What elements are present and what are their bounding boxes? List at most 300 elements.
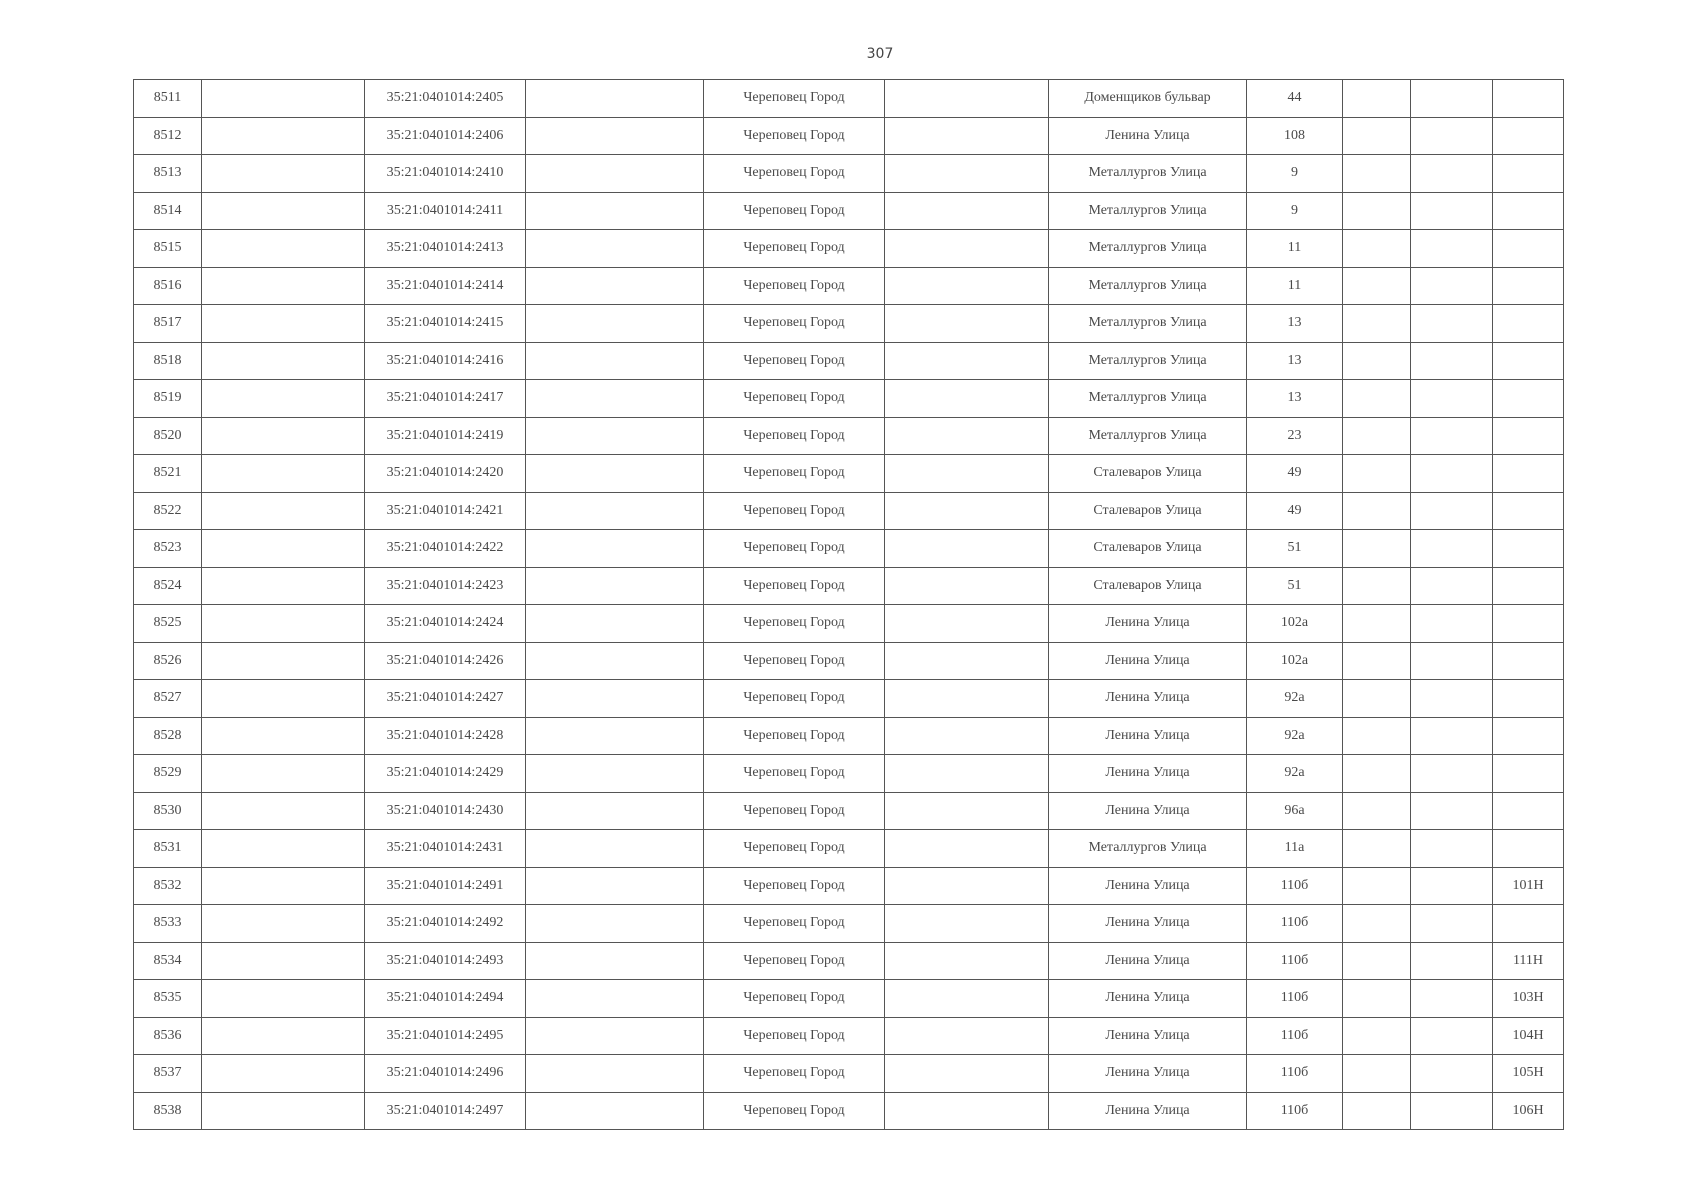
empty-cell: [1343, 455, 1411, 493]
empty-cell: [885, 642, 1049, 680]
empty-cell: [202, 717, 365, 755]
city-cell: Череповец Город: [704, 117, 885, 155]
table-row: [134, 1092, 1564, 1130]
empty-cell: [202, 905, 365, 943]
city-cell: Череповец Город: [704, 1092, 885, 1130]
table-row: [134, 642, 1564, 680]
empty-cell: [1343, 417, 1411, 455]
room-number-cell: 101Н: [1493, 867, 1564, 905]
empty-cell: [1343, 1092, 1411, 1130]
room-number-cell: 103Н: [1493, 980, 1564, 1018]
cadastral-number-cell: 35:21:0401014:2415: [365, 305, 526, 343]
house-number-cell: 11: [1247, 267, 1343, 305]
empty-cell: [885, 305, 1049, 343]
empty-cell: [1411, 980, 1493, 1018]
empty-cell: [885, 380, 1049, 418]
empty-cell: [1411, 80, 1493, 118]
street-cell: Металлургов Улица: [1049, 830, 1247, 868]
cadastral-number-cell: 35:21:0401014:2491: [365, 867, 526, 905]
table-row: [134, 792, 1564, 830]
empty-cell: [202, 230, 365, 268]
empty-cell: [1411, 305, 1493, 343]
empty-cell: [202, 80, 365, 118]
empty-cell: [202, 1092, 365, 1130]
house-number-cell: 108: [1247, 117, 1343, 155]
cadastral-number-cell: 35:21:0401014:2429: [365, 755, 526, 793]
cadastral-number-cell: 35:21:0401014:2428: [365, 717, 526, 755]
empty-cell: [202, 192, 365, 230]
empty-cell: [1343, 192, 1411, 230]
empty-cell: [885, 1017, 1049, 1055]
empty-cell: [526, 1055, 704, 1093]
empty-cell: [1411, 1055, 1493, 1093]
table-row: [134, 905, 1564, 943]
row-number-cell: 8531: [134, 830, 202, 868]
cadastral-number-cell: 35:21:0401014:2420: [365, 455, 526, 493]
city-cell: Череповец Город: [704, 455, 885, 493]
room-number-cell: [1493, 905, 1564, 943]
table-row: [134, 305, 1564, 343]
cadastral-number-cell: 35:21:0401014:2493: [365, 942, 526, 980]
cadastral-number-cell: 35:21:0401014:2405: [365, 80, 526, 118]
empty-cell: [885, 455, 1049, 493]
row-number-cell: 8513: [134, 155, 202, 193]
city-cell: Череповец Город: [704, 717, 885, 755]
street-cell: Сталеваров Улица: [1049, 492, 1247, 530]
city-cell: Череповец Город: [704, 230, 885, 268]
empty-cell: [526, 117, 704, 155]
house-number-cell: 110б: [1247, 942, 1343, 980]
city-cell: Череповец Город: [704, 267, 885, 305]
cadastral-number-cell: 35:21:0401014:2431: [365, 830, 526, 868]
empty-cell: [202, 755, 365, 793]
street-cell: Ленина Улица: [1049, 792, 1247, 830]
table-row: [134, 380, 1564, 418]
room-number-cell: [1493, 605, 1564, 643]
table-row: [134, 1017, 1564, 1055]
street-cell: Сталеваров Улица: [1049, 455, 1247, 493]
empty-cell: [885, 267, 1049, 305]
city-cell: Череповец Город: [704, 492, 885, 530]
table-row: [134, 942, 1564, 980]
table-row: [134, 980, 1564, 1018]
empty-cell: [1411, 680, 1493, 718]
city-cell: Череповец Город: [704, 567, 885, 605]
empty-cell: [1343, 567, 1411, 605]
room-number-cell: [1493, 492, 1564, 530]
row-number-cell: 8511: [134, 80, 202, 118]
empty-cell: [202, 867, 365, 905]
empty-cell: [885, 792, 1049, 830]
city-cell: Череповец Город: [704, 530, 885, 568]
empty-cell: [1411, 380, 1493, 418]
room-number-cell: [1493, 305, 1564, 343]
room-number-cell: [1493, 380, 1564, 418]
street-cell: Ленина Улица: [1049, 1055, 1247, 1093]
house-number-cell: 102а: [1247, 642, 1343, 680]
table-row: [134, 230, 1564, 268]
empty-cell: [1343, 867, 1411, 905]
empty-cell: [885, 942, 1049, 980]
empty-cell: [1411, 530, 1493, 568]
empty-cell: [885, 680, 1049, 718]
empty-cell: [202, 455, 365, 493]
registry-body: [134, 80, 1564, 1130]
empty-cell: [1343, 342, 1411, 380]
empty-cell: [1411, 942, 1493, 980]
empty-cell: [1411, 1017, 1493, 1055]
house-number-cell: 49: [1247, 455, 1343, 493]
empty-cell: [1343, 905, 1411, 943]
empty-cell: [1343, 117, 1411, 155]
city-cell: Череповец Город: [704, 342, 885, 380]
empty-cell: [526, 905, 704, 943]
empty-cell: [526, 792, 704, 830]
empty-cell: [1343, 80, 1411, 118]
empty-cell: [202, 792, 365, 830]
empty-cell: [202, 680, 365, 718]
empty-cell: [202, 342, 365, 380]
empty-cell: [526, 530, 704, 568]
empty-cell: [885, 417, 1049, 455]
room-number-cell: [1493, 455, 1564, 493]
empty-cell: [1411, 867, 1493, 905]
room-number-cell: [1493, 417, 1564, 455]
row-number-cell: 8516: [134, 267, 202, 305]
empty-cell: [885, 755, 1049, 793]
empty-cell: [885, 1092, 1049, 1130]
empty-cell: [1411, 605, 1493, 643]
empty-cell: [1343, 155, 1411, 193]
page-number: 307: [866, 46, 894, 62]
empty-cell: [526, 305, 704, 343]
house-number-cell: 23: [1247, 417, 1343, 455]
house-number-cell: 51: [1247, 567, 1343, 605]
empty-cell: [1411, 455, 1493, 493]
table-row: [134, 492, 1564, 530]
empty-cell: [526, 680, 704, 718]
empty-cell: [1343, 605, 1411, 643]
cadastral-number-cell: 35:21:0401014:2410: [365, 155, 526, 193]
row-number-cell: 8528: [134, 717, 202, 755]
row-number-cell: 8519: [134, 380, 202, 418]
empty-cell: [202, 1017, 365, 1055]
empty-cell: [1343, 680, 1411, 718]
empty-cell: [885, 155, 1049, 193]
empty-cell: [885, 230, 1049, 268]
row-number-cell: 8521: [134, 455, 202, 493]
cadastral-number-cell: 35:21:0401014:2427: [365, 680, 526, 718]
cadastral-number-cell: 35:21:0401014:2417: [365, 380, 526, 418]
empty-cell: [202, 605, 365, 643]
cadastral-number-cell: 35:21:0401014:2497: [365, 1092, 526, 1130]
house-number-cell: 110б: [1247, 1017, 1343, 1055]
empty-cell: [202, 155, 365, 193]
empty-cell: [202, 117, 365, 155]
empty-cell: [202, 642, 365, 680]
empty-cell: [885, 192, 1049, 230]
empty-cell: [526, 492, 704, 530]
street-cell: Ленина Улица: [1049, 867, 1247, 905]
empty-cell: [1411, 717, 1493, 755]
row-number-cell: 8535: [134, 980, 202, 1018]
row-number-cell: 8529: [134, 755, 202, 793]
empty-cell: [526, 717, 704, 755]
empty-cell: [885, 980, 1049, 1018]
empty-cell: [1343, 792, 1411, 830]
empty-cell: [202, 942, 365, 980]
row-number-cell: 8530: [134, 792, 202, 830]
empty-cell: [526, 380, 704, 418]
row-number-cell: 8534: [134, 942, 202, 980]
table-row: [134, 417, 1564, 455]
row-number-cell: 8524: [134, 567, 202, 605]
empty-cell: [885, 1055, 1049, 1093]
room-number-cell: [1493, 755, 1564, 793]
house-number-cell: 13: [1247, 342, 1343, 380]
table-row: [134, 830, 1564, 868]
cadastral-number-cell: 35:21:0401014:2496: [365, 1055, 526, 1093]
room-number-cell: 105Н: [1493, 1055, 1564, 1093]
house-number-cell: 92а: [1247, 717, 1343, 755]
empty-cell: [526, 192, 704, 230]
house-number-cell: 110б: [1247, 1092, 1343, 1130]
room-number-cell: [1493, 80, 1564, 118]
empty-cell: [202, 1055, 365, 1093]
room-number-cell: [1493, 830, 1564, 868]
table-row: [134, 867, 1564, 905]
row-number-cell: 8518: [134, 342, 202, 380]
table-row: [134, 717, 1564, 755]
street-cell: Ленина Улица: [1049, 1017, 1247, 1055]
city-cell: Череповец Город: [704, 942, 885, 980]
table-row: [134, 342, 1564, 380]
house-number-cell: 110б: [1247, 905, 1343, 943]
table-row: [134, 530, 1564, 568]
empty-cell: [526, 80, 704, 118]
cadastral-number-cell: 35:21:0401014:2413: [365, 230, 526, 268]
empty-cell: [1343, 717, 1411, 755]
empty-cell: [526, 342, 704, 380]
cadastral-number-cell: 35:21:0401014:2492: [365, 905, 526, 943]
street-cell: Ленина Улица: [1049, 905, 1247, 943]
empty-cell: [1411, 905, 1493, 943]
cadastral-number-cell: 35:21:0401014:2422: [365, 530, 526, 568]
registry-table: [133, 79, 1564, 1130]
street-cell: Сталеваров Улица: [1049, 530, 1247, 568]
street-cell: Ленина Улица: [1049, 642, 1247, 680]
empty-cell: [526, 980, 704, 1018]
cadastral-number-cell: 35:21:0401014:2406: [365, 117, 526, 155]
empty-cell: [202, 830, 365, 868]
empty-cell: [1411, 117, 1493, 155]
row-number-cell: 8533: [134, 905, 202, 943]
street-cell: Ленина Улица: [1049, 117, 1247, 155]
row-number-cell: 8527: [134, 680, 202, 718]
cadastral-number-cell: 35:21:0401014:2421: [365, 492, 526, 530]
empty-cell: [1343, 492, 1411, 530]
empty-cell: [526, 755, 704, 793]
city-cell: Череповец Город: [704, 680, 885, 718]
room-number-cell: [1493, 680, 1564, 718]
row-number-cell: 8525: [134, 605, 202, 643]
empty-cell: [1343, 642, 1411, 680]
empty-cell: [526, 642, 704, 680]
street-cell: Металлургов Улица: [1049, 267, 1247, 305]
empty-cell: [1411, 830, 1493, 868]
city-cell: Череповец Город: [704, 305, 885, 343]
empty-cell: [526, 942, 704, 980]
empty-cell: [1343, 380, 1411, 418]
city-cell: Череповец Город: [704, 80, 885, 118]
table-row: [134, 680, 1564, 718]
city-cell: Череповец Город: [704, 867, 885, 905]
cadastral-number-cell: 35:21:0401014:2419: [365, 417, 526, 455]
empty-cell: [202, 380, 365, 418]
empty-cell: [1343, 1017, 1411, 1055]
empty-cell: [885, 117, 1049, 155]
empty-cell: [526, 1017, 704, 1055]
empty-cell: [885, 867, 1049, 905]
empty-cell: [1343, 830, 1411, 868]
empty-cell: [526, 417, 704, 455]
house-number-cell: 102а: [1247, 605, 1343, 643]
house-number-cell: 110б: [1247, 1055, 1343, 1093]
table-row: [134, 192, 1564, 230]
street-cell: Ленина Улица: [1049, 680, 1247, 718]
row-number-cell: 8522: [134, 492, 202, 530]
empty-cell: [1343, 1055, 1411, 1093]
cadastral-number-cell: 35:21:0401014:2411: [365, 192, 526, 230]
street-cell: Ленина Улица: [1049, 980, 1247, 1018]
empty-cell: [1343, 267, 1411, 305]
cadastral-number-cell: 35:21:0401014:2494: [365, 980, 526, 1018]
house-number-cell: 44: [1247, 80, 1343, 118]
empty-cell: [1343, 230, 1411, 268]
row-number-cell: 8537: [134, 1055, 202, 1093]
room-number-cell: [1493, 717, 1564, 755]
row-number-cell: 8532: [134, 867, 202, 905]
empty-cell: [1343, 755, 1411, 793]
empty-cell: [202, 417, 365, 455]
empty-cell: [885, 492, 1049, 530]
street-cell: Металлургов Улица: [1049, 380, 1247, 418]
room-number-cell: [1493, 342, 1564, 380]
row-number-cell: 8514: [134, 192, 202, 230]
room-number-cell: [1493, 230, 1564, 268]
empty-cell: [885, 342, 1049, 380]
cadastral-number-cell: 35:21:0401014:2430: [365, 792, 526, 830]
table-row: [134, 605, 1564, 643]
table-row: [134, 567, 1564, 605]
empty-cell: [1411, 792, 1493, 830]
table-row: [134, 1055, 1564, 1093]
house-number-cell: 13: [1247, 305, 1343, 343]
empty-cell: [1411, 267, 1493, 305]
street-cell: Ленина Улица: [1049, 755, 1247, 793]
street-cell: Ленина Улица: [1049, 605, 1247, 643]
empty-cell: [1343, 305, 1411, 343]
empty-cell: [202, 267, 365, 305]
empty-cell: [526, 867, 704, 905]
house-number-cell: 110б: [1247, 980, 1343, 1018]
empty-cell: [885, 530, 1049, 568]
city-cell: Череповец Город: [704, 755, 885, 793]
house-number-cell: 13: [1247, 380, 1343, 418]
empty-cell: [202, 980, 365, 1018]
empty-cell: [1411, 642, 1493, 680]
city-cell: Череповец Город: [704, 642, 885, 680]
empty-cell: [1411, 1092, 1493, 1130]
empty-cell: [526, 230, 704, 268]
room-number-cell: [1493, 567, 1564, 605]
empty-cell: [1411, 567, 1493, 605]
empty-cell: [526, 605, 704, 643]
city-cell: Череповец Город: [704, 792, 885, 830]
city-cell: Череповец Город: [704, 417, 885, 455]
room-number-cell: 111Н: [1493, 942, 1564, 980]
row-number-cell: 8512: [134, 117, 202, 155]
room-number-cell: [1493, 642, 1564, 680]
empty-cell: [526, 1092, 704, 1130]
empty-cell: [1343, 980, 1411, 1018]
cadastral-number-cell: 35:21:0401014:2495: [365, 1017, 526, 1055]
cadastral-number-cell: 35:21:0401014:2423: [365, 567, 526, 605]
street-cell: Ленина Улица: [1049, 717, 1247, 755]
street-cell: Металлургов Улица: [1049, 192, 1247, 230]
house-number-cell: 49: [1247, 492, 1343, 530]
row-number-cell: 8526: [134, 642, 202, 680]
street-cell: Металлургов Улица: [1049, 342, 1247, 380]
table-row: [134, 755, 1564, 793]
empty-cell: [1343, 942, 1411, 980]
empty-cell: [885, 605, 1049, 643]
house-number-cell: 96а: [1247, 792, 1343, 830]
street-cell: Металлургов Улица: [1049, 417, 1247, 455]
empty-cell: [885, 80, 1049, 118]
empty-cell: [1411, 755, 1493, 793]
street-cell: Металлургов Улица: [1049, 230, 1247, 268]
city-cell: Череповец Город: [704, 905, 885, 943]
street-cell: Металлургов Улица: [1049, 155, 1247, 193]
empty-cell: [526, 567, 704, 605]
empty-cell: [1411, 492, 1493, 530]
house-number-cell: 11: [1247, 230, 1343, 268]
row-number-cell: 8517: [134, 305, 202, 343]
empty-cell: [202, 492, 365, 530]
empty-cell: [885, 567, 1049, 605]
city-cell: Череповец Город: [704, 155, 885, 193]
empty-cell: [202, 530, 365, 568]
room-number-cell: [1493, 117, 1564, 155]
house-number-cell: 92а: [1247, 755, 1343, 793]
row-number-cell: 8536: [134, 1017, 202, 1055]
city-cell: Череповец Город: [704, 605, 885, 643]
house-number-cell: 9: [1247, 155, 1343, 193]
room-number-cell: [1493, 155, 1564, 193]
room-number-cell: 104Н: [1493, 1017, 1564, 1055]
room-number-cell: [1493, 267, 1564, 305]
room-number-cell: [1493, 792, 1564, 830]
empty-cell: [526, 267, 704, 305]
street-cell: Ленина Улица: [1049, 942, 1247, 980]
city-cell: Череповец Город: [704, 1055, 885, 1093]
empty-cell: [1411, 230, 1493, 268]
city-cell: Череповец Город: [704, 980, 885, 1018]
street-cell: Доменщиков бульвар: [1049, 80, 1247, 118]
house-number-cell: 9: [1247, 192, 1343, 230]
row-number-cell: 8523: [134, 530, 202, 568]
